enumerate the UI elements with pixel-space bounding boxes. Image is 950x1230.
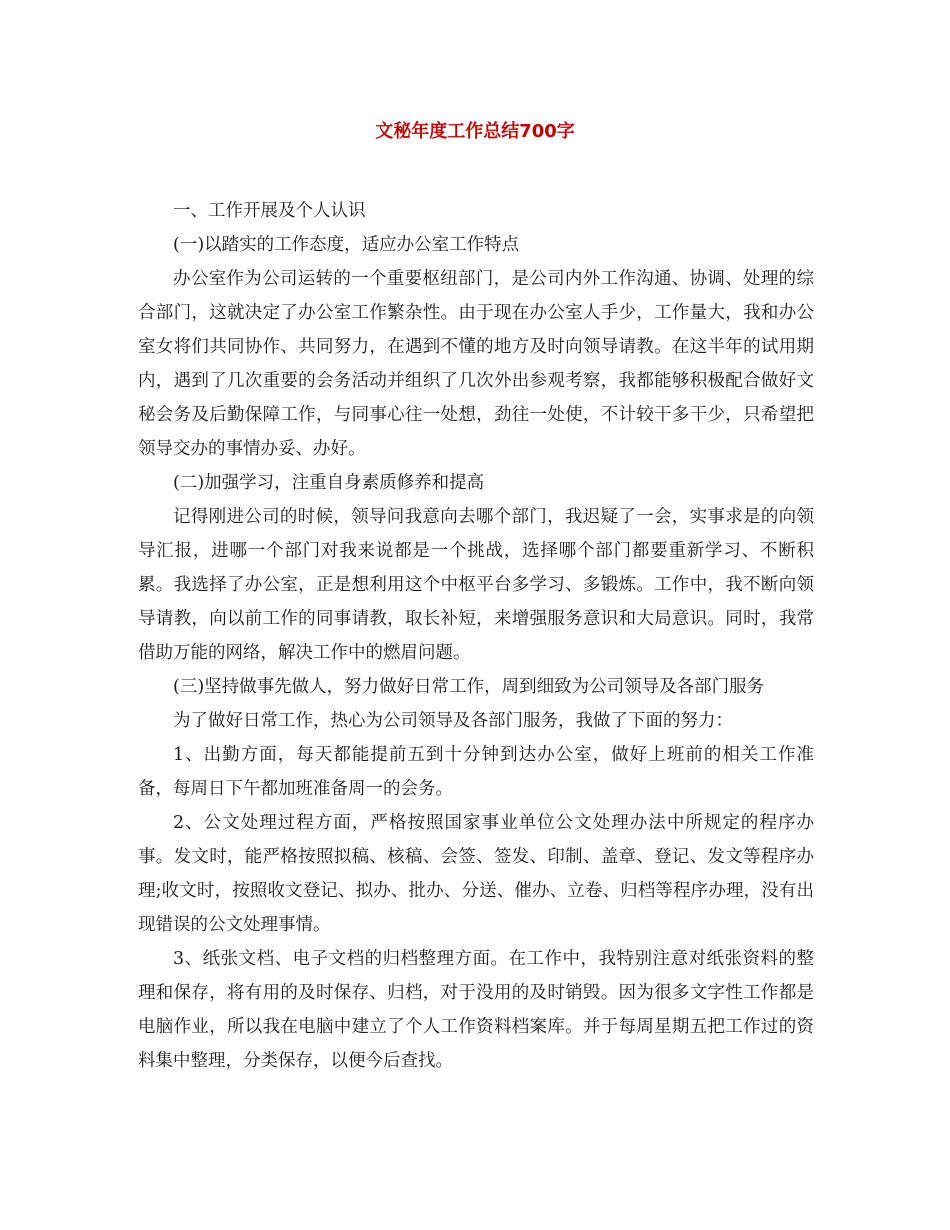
subsection-heading-2: (二)加强学习，注重自身素质修养和提高	[173, 473, 485, 493]
list-item-archiving: 3、纸张文档、电子文档的归档整理方面。在工作中，我特别注意对纸张资料的整理和保存，将有用的及时保存、归档，对于没用的及时销毁。因为很多文字性工作都是电脑作业，所以我在电脑中建立了个人工作资料档案库。并于每周星期五把工作过的资料集中整理，分类保存，以便今后查找。	[138, 949, 814, 1071]
document-body	[138, 194, 814, 1078]
list-item-document-processing: 2、公文处理过程方面，严格按照国家事业单位公文处理办法中所规定的程序办事。发文时，能严格按照拟稿、核稿、会签、签发、印制、盖章、登记、发文等程序办理;收文时，按照收文登记、拟办、批办、分送、催办、立卷、归档等程序办理，没有出现错误的公文处理事情。	[138, 813, 814, 935]
paragraph-office-role: 办公室作为公司运转的一个重要枢纽部门，是公司内外工作沟通、协调、处理的综合部门，这就决定了办公室工作繁杂性。由于现在办公室人手少，工作量大，我和办公室女将们共同协作、共同努力，在遇到不懂的地方及时向领导请教。在这半年的试用期内，遇到了几次重要的会务活动并组织了几次外出参观考察，我都能够积极配合做好文秘会务及后勤保障工作，与同事心往一处想，劲往一处使，不计较干多干少，只希望把领导交办的事情办妥、办好。	[138, 269, 814, 459]
list-item-attendance: 1、出勤方面，每天都能提前五到十分钟到达办公室，做好上班前的相关工作准备，每周日下午都加班准备周一的会务。	[138, 745, 814, 799]
section-heading-1: 一、工作开展及个人认识	[173, 201, 366, 221]
document-title: 文秘年度工作总结700字	[375, 121, 575, 142]
paragraph-daily-work-intro: 为了做好日常工作，热心为公司领导及各部门服务，我做了下面的努力：	[173, 711, 733, 731]
subsection-heading-3: (三)坚持做事先做人，努力做好日常工作，周到细致为公司领导及各部门服务	[173, 677, 765, 697]
subsection-heading-1: (一)以踏实的工作态度，适应办公室工作特点	[173, 235, 520, 255]
paragraph-learning: 记得刚进公司的时候，领导问我意向去哪个部门，我迟疑了一会，实事求是的向领导汇报，进哪一个部门对我来说都是一个挑战，选择哪个部门都要重新学习、不断积累。我选择了办公室，正是想利用这个中枢平台多学习、多锻炼。工作中，我不断向领导请教，向以前工作的同事请教，取长补短，来增强服务意识和大局意识。同时，我常借助万能的网络，解决工作中的燃眉问题。	[138, 507, 814, 663]
